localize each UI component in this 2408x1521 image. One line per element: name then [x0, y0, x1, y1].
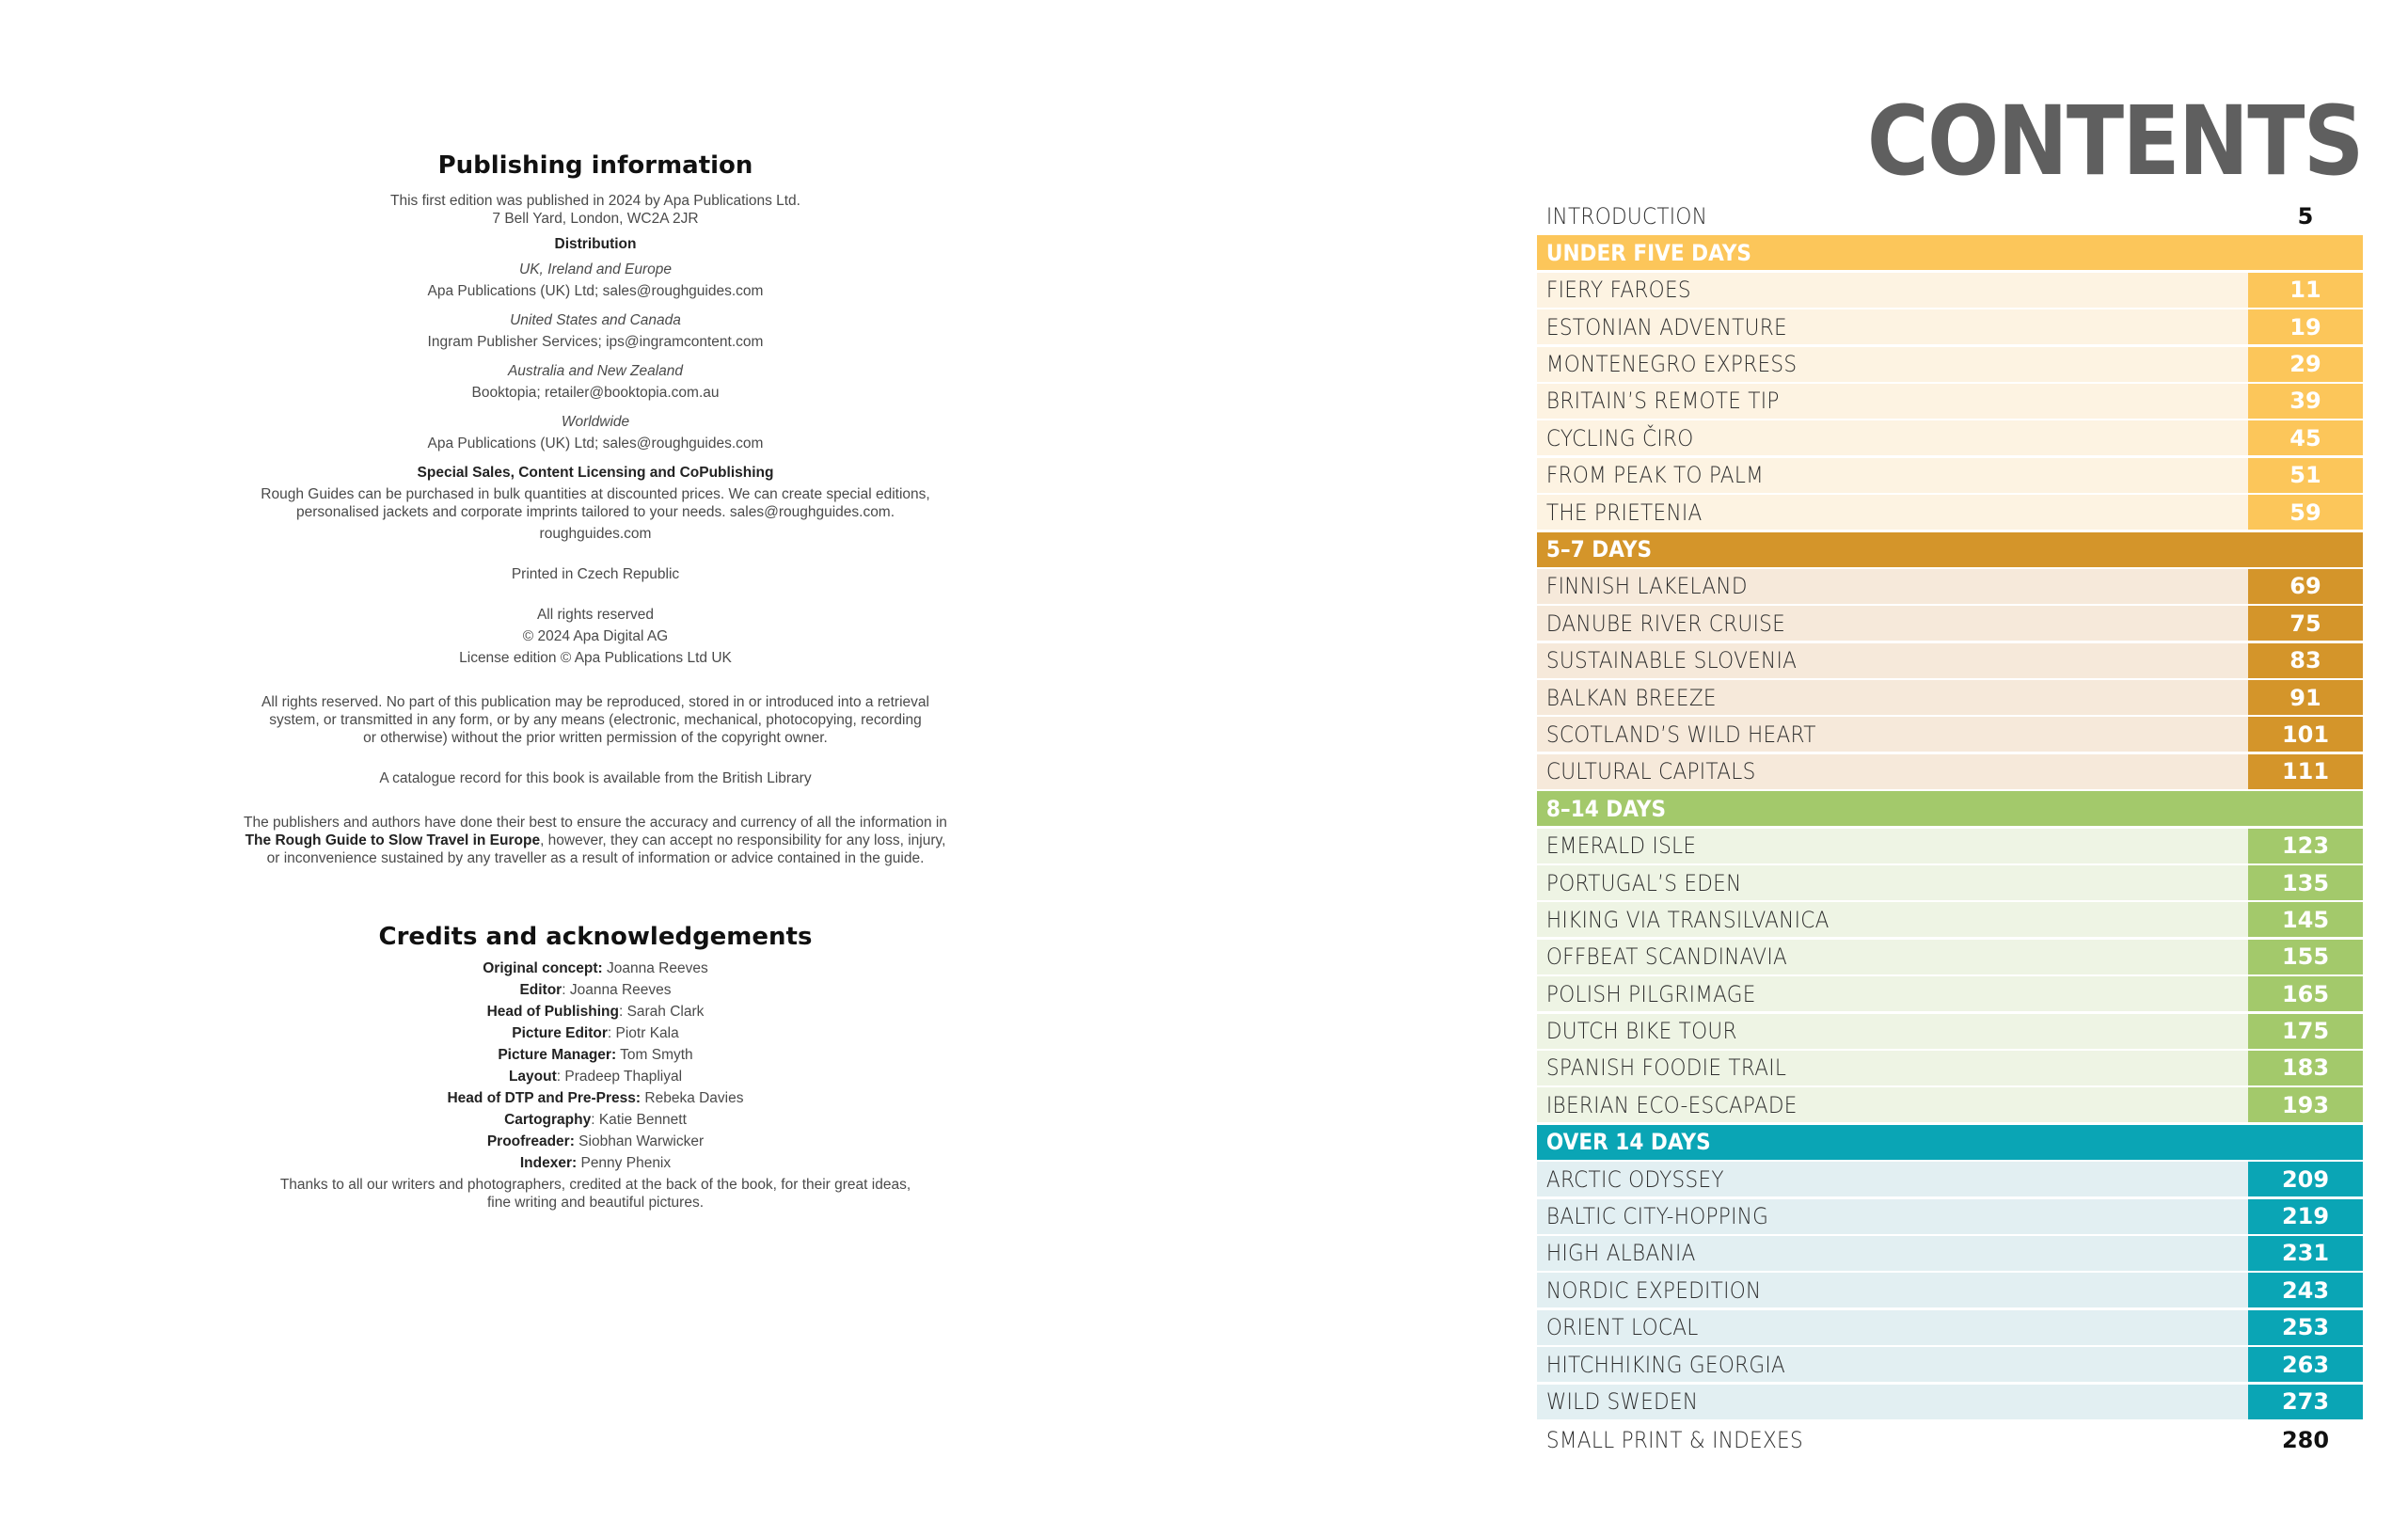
toc-entry[interactable] [1537, 309, 2363, 344]
toc-entry[interactable] [1537, 717, 2363, 752]
toc-entry[interactable] [1537, 643, 2363, 678]
special-sales-label: Special Sales, Content Licensing and CoPublishing [417, 465, 774, 481]
toc-entry-title: ESTONIAN ADVENTURE [1545, 313, 1787, 341]
toc-entry[interactable] [1537, 495, 2363, 530]
toc-page-number: 91 [2248, 680, 2363, 715]
credit-line [200, 1131, 990, 1152]
toc-page-number: 165 [2248, 976, 2363, 1011]
toc-entry[interactable] [1537, 680, 2363, 715]
toc-page-number: 19 [2248, 309, 2363, 344]
credit-role: Head of Publishing [486, 1004, 619, 1020]
publishing-heading: Publishing information [437, 151, 753, 180]
toc-entry-title: DANUBE RIVER CRUISE [1545, 610, 1785, 637]
credit-list [200, 958, 990, 1174]
license-line: License edition © Apa Publications Ltd UK [459, 650, 732, 666]
catalogue-record: A catalogue record for this book is available from the British Library [379, 770, 812, 786]
toc-page-number: 11 [2248, 273, 2363, 308]
toc-entry-title: BALKAN BREEZE [1545, 684, 1717, 711]
credit-line [200, 1087, 990, 1109]
toc-page-number: 29 [2248, 347, 2363, 382]
toc-entry-title: EMERALD ISLE [1545, 832, 1697, 860]
section-heading-label: 5–7 DAYS [1545, 536, 1653, 563]
toc-entry-title: SMALL PRINT & INDEXES [1545, 1427, 1803, 1453]
toc-page-number: 231 [2248, 1236, 2363, 1271]
section-heading-label: 8–14 DAYS [1545, 795, 1667, 822]
toc-entry[interactable] [1537, 606, 2363, 641]
disclaimer [200, 832, 990, 849]
credit-name: Penny Phenix [577, 1155, 672, 1171]
toc-page-number: 45 [2248, 420, 2363, 455]
toc-section-heading [1537, 532, 2363, 567]
credit-line [200, 979, 990, 1001]
credit-role: Indexer: [519, 1155, 578, 1171]
credit-name: Tom Smyth [616, 1047, 693, 1063]
printed-in: Printed in Czech Republic [511, 566, 680, 582]
thanks-line: Thanks to all our writers and photographers, credited at the back of the book, for their great ideas, [279, 1177, 911, 1193]
toc-entry[interactable] [1537, 384, 2363, 419]
toc-entry[interactable] [1537, 1273, 2363, 1307]
toc-entry-title: SPANISH FOODIE TRAIL [1545, 1054, 1787, 1082]
toc-entry-title: ORIENT LOCAL [1545, 1314, 1699, 1341]
credit-role: Picture Editor [512, 1025, 608, 1041]
thanks-text [200, 1176, 990, 1212]
toc-entry-title: MONTENEGRO EXPRESS [1545, 351, 1798, 378]
toc-entry[interactable] [1537, 458, 2363, 493]
toc-page-number: 193 [2248, 1087, 2363, 1122]
toc-entry[interactable] [1537, 1347, 2363, 1382]
credit-line [200, 1044, 990, 1066]
toc-entry[interactable] [1537, 940, 2363, 974]
region-contact: Apa Publications (UK) Ltd; sales@roughguides.com [427, 283, 764, 299]
toc-section-heading [1537, 791, 2363, 826]
contents-title: CONTENTS [1867, 86, 2363, 198]
toc-entry-title: FROM PEAK TO PALM [1545, 462, 1765, 489]
toc-entry-title: WILD SWEDEN [1545, 1388, 1699, 1415]
toc-entry-title: BALTIC CITY-HOPPING [1545, 1203, 1769, 1230]
toc-page-number: 111 [2248, 754, 2363, 789]
toc-entry-title: SUSTAINABLE SLOVENIA [1545, 647, 1798, 674]
credit-name: Siobhan Warwicker [574, 1133, 705, 1149]
toc-page-number: 69 [2248, 569, 2363, 604]
credit-name: : Joanna Reeves [562, 982, 672, 998]
toc-page-number: 83 [2248, 643, 2363, 678]
credit-name: : Piotr Kala [607, 1025, 679, 1041]
toc-page-number: 253 [2248, 1310, 2363, 1345]
credit-name: Rebeka Davies [641, 1090, 744, 1106]
toc-page-number: 219 [2248, 1199, 2363, 1234]
disclaimer: The publishers and authors have done their best to ensure the accuracy and currency of all the information in [244, 815, 947, 831]
region-contact: Apa Publications (UK) Ltd; sales@roughguides.com [427, 436, 764, 452]
toc-entry[interactable] [1537, 1385, 2363, 1419]
credit-role: Original concept: [483, 960, 603, 976]
disclaimer-text: , however, they can accept no responsibility for any loss, injury, [540, 832, 946, 848]
toc-page-number: 101 [2248, 717, 2363, 752]
toc-entry[interactable] [1537, 829, 2363, 863]
toc-entry-title: SCOTLAND’S WILD HEART [1545, 721, 1816, 748]
toc-page-number: 5 [2297, 202, 2314, 230]
credit-line [200, 1022, 990, 1044]
credit-role: Layout [508, 1069, 557, 1085]
region-name: UK, Ireland and Europe [519, 261, 672, 277]
credits-heading: Credits and acknowledgements [378, 923, 813, 951]
address-line: 7 Bell Yard, London, WC2A 2JR [492, 211, 699, 227]
toc-entry-title: BRITAIN’S REMOTE TIP [1545, 388, 1780, 415]
credit-role: Picture Manager: [498, 1047, 617, 1063]
toc-page-number: 145 [2248, 902, 2363, 937]
toc-entry-title: CYCLING ČIRO [1545, 424, 1694, 452]
toc-entry-title: CULTURAL CAPITALS [1545, 758, 1756, 785]
toc-page-number: 59 [2248, 495, 2363, 530]
credit-name: : Pradeep Thapliyal [556, 1069, 683, 1085]
credit-role: Editor [519, 982, 562, 998]
toc-entry-introduction[interactable] [1537, 198, 2363, 233]
credit-line [200, 1066, 990, 1087]
credit-role: Cartography [504, 1112, 592, 1128]
special-sales-text: personalised jackets and corporate imprints tailored to your needs. sales@roughguides.com. [295, 504, 895, 520]
toc-entry[interactable] [1537, 1236, 2363, 1271]
credit-name: Joanna Reeves [602, 960, 708, 976]
toc-section-heading [1537, 235, 2363, 270]
toc-entry[interactable] [1537, 902, 2363, 937]
edition-line: This first edition was published in 2024 by Apa Publications Ltd. [390, 193, 800, 209]
toc-entry-title: FIERY FAROES [1545, 277, 1691, 304]
credit-line [200, 1109, 990, 1131]
toc-page-number: 175 [2248, 1014, 2363, 1049]
thanks-line: fine writing and beautiful pictures. [486, 1195, 705, 1211]
toc-entry[interactable] [1537, 1051, 2363, 1085]
toc-entry-title: IBERIAN ECO-ESCAPADE [1545, 1091, 1798, 1118]
publishing-information [200, 151, 990, 867]
toc-entry[interactable] [1537, 273, 2363, 308]
toc-page-number: 243 [2248, 1273, 2363, 1307]
disclaimer: or inconvenience sustained by any traveller as a result of information or advice contained in the guide. [266, 850, 925, 866]
table-of-contents [1537, 198, 2363, 1460]
credit-name: : Sarah Clark [618, 1004, 705, 1020]
credit-line [200, 1001, 990, 1022]
toc-page-number: 51 [2248, 458, 2363, 493]
reproduction-notice: or otherwise) without the prior written permission of the copyright owner. [363, 730, 828, 746]
toc-section-heading [1537, 1125, 2363, 1160]
toc-entry-title: NORDIC EXPEDITION [1545, 1276, 1762, 1304]
website-link[interactable]: roughguides.com [539, 526, 652, 542]
region-name: Worldwide [561, 414, 630, 430]
credit-role: Head of DTP and Pre-Press: [447, 1090, 642, 1106]
section-heading-label: UNDER FIVE DAYS [1545, 239, 1751, 266]
toc-sections [1537, 235, 2363, 1418]
toc-entry-title: INTRODUCTION [1545, 202, 1708, 230]
toc-entry[interactable] [1537, 347, 2363, 382]
toc-page-number: 209 [2248, 1162, 2363, 1196]
toc-entry-title: FINNISH LAKELAND [1545, 573, 1748, 600]
toc-entry[interactable] [1537, 1087, 2363, 1122]
region-name: Australia and New Zealand [507, 363, 684, 379]
credit-name: : Katie Bennett [591, 1112, 687, 1128]
toc-entry[interactable] [1537, 1162, 2363, 1196]
toc-entry-title: THE PRIETENIA [1545, 499, 1703, 526]
toc-entry-title: HIGH ALBANIA [1545, 1240, 1696, 1267]
toc-page-number: 280 [2281, 1427, 2330, 1453]
copyright-line: © 2024 Apa Digital AG [522, 628, 669, 644]
toc-entry-title: HITCHHIKING GEORGIA [1545, 1351, 1786, 1378]
toc-page-number: 183 [2248, 1051, 2363, 1085]
toc-entry[interactable] [1537, 1310, 2363, 1345]
toc-entry[interactable] [1537, 1014, 2363, 1049]
credit-line [200, 1152, 990, 1174]
toc-entry-title: DUTCH BIKE TOUR [1545, 1018, 1737, 1045]
toc-entry-title: OFFBEAT SCANDINAVIA [1545, 943, 1788, 971]
toc-entry[interactable] [1537, 976, 2363, 1011]
credits-acknowledgements [200, 922, 990, 1212]
book-title: The Rough Guide to Slow Travel in Europe [245, 832, 541, 848]
toc-entry[interactable] [1537, 420, 2363, 455]
region-contact: Ingram Publisher Services; ips@ingramcontent.com [427, 334, 764, 350]
credit-role: Proofreader: [486, 1133, 575, 1149]
distribution-label: Distribution [554, 236, 637, 252]
toc-entry-title: ARCTIC ODYSSEY [1545, 1165, 1724, 1193]
special-sales-text: Rough Guides can be purchased in bulk quantities at discounted prices. We can create special editions, [261, 486, 930, 502]
credit-line [200, 958, 990, 979]
rights-line: All rights reserved [536, 607, 655, 623]
reproduction-notice: system, or transmitted in any form, or by any means (electronic, mechanical, photocopying, recording [269, 712, 922, 728]
region-contact: Booktopia; retailer@booktopia.com.au [471, 385, 720, 401]
toc-page-number: 39 [2248, 384, 2363, 419]
toc-entry[interactable] [1537, 1199, 2363, 1234]
toc-entry-small-print[interactable] [1537, 1423, 2363, 1458]
toc-page-number: 273 [2248, 1385, 2363, 1419]
toc-page-number: 123 [2248, 829, 2363, 863]
toc-entry[interactable] [1537, 754, 2363, 789]
toc-entry-title: PORTUGAL’S EDEN [1545, 869, 1742, 896]
region-name: United States and Canada [510, 312, 681, 328]
toc-entry[interactable] [1537, 865, 2363, 900]
toc-entry-title: HIKING VIA TRANSILVANICA [1545, 906, 1830, 933]
toc-entry-title: POLISH PILGRIMAGE [1545, 980, 1756, 1007]
toc-page-number: 135 [2248, 865, 2363, 900]
reproduction-notice: All rights reserved. No part of this publication may be reproduced, stored in or introduced into a retrieval [261, 694, 929, 710]
toc-page-number: 263 [2248, 1347, 2363, 1382]
toc-entry[interactable] [1537, 569, 2363, 604]
toc-page-number: 155 [2248, 940, 2363, 974]
toc-page-number: 75 [2248, 606, 2363, 641]
section-heading-label: OVER 14 DAYS [1545, 1129, 1711, 1156]
